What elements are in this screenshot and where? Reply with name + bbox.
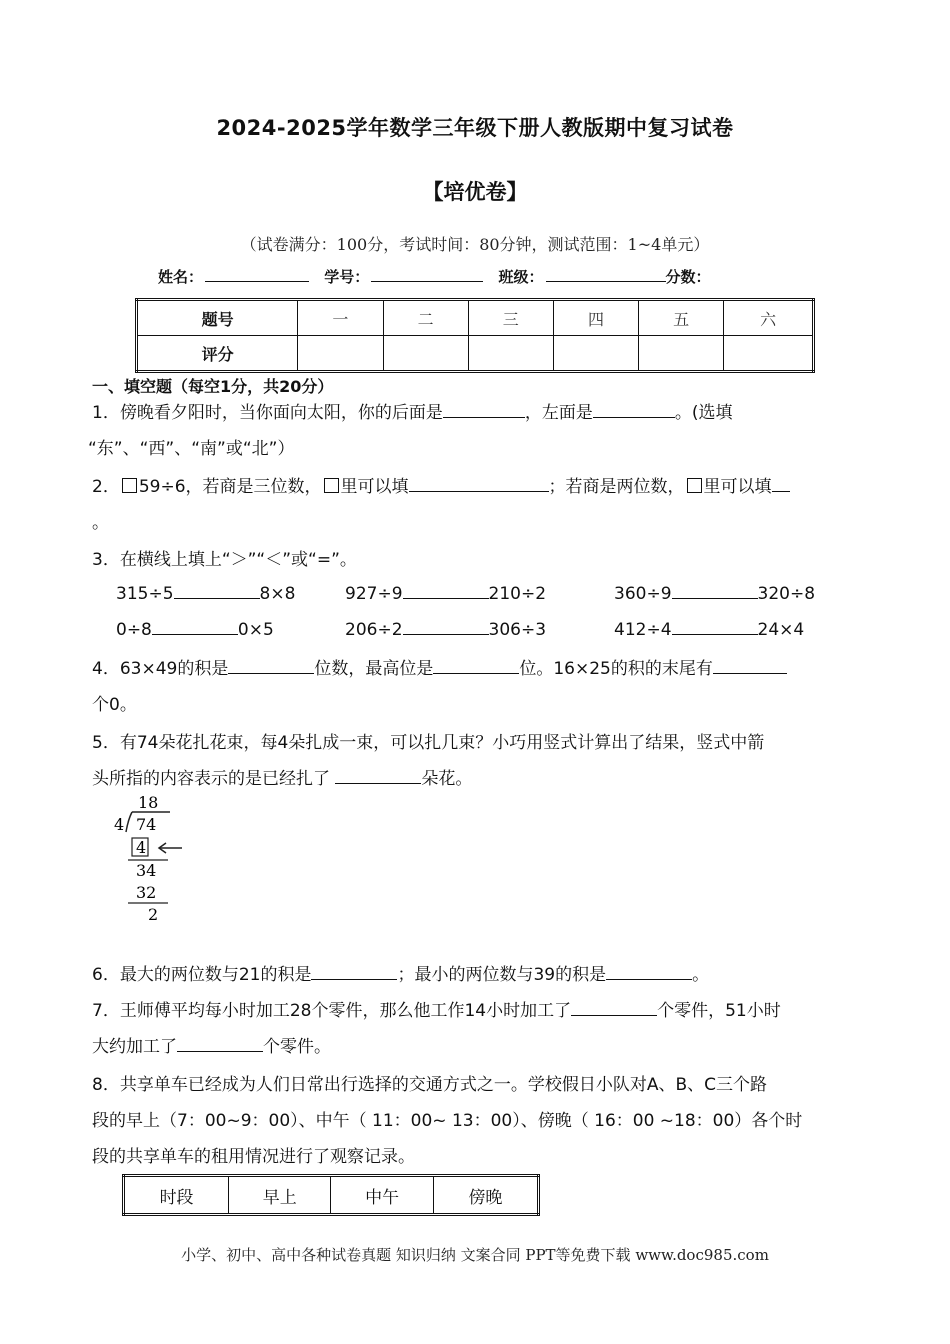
- q5-text: 朵花。: [421, 769, 473, 789]
- header-noon: 中午: [331, 1176, 433, 1215]
- q1-blank-1[interactable]: [443, 401, 525, 418]
- col-2: 二: [383, 300, 468, 336]
- q7-blank-1[interactable]: [571, 999, 657, 1016]
- header-period: 时段: [124, 1176, 229, 1215]
- q1-text: ，左面是: [524, 403, 593, 423]
- q3-item: [345, 618, 546, 640]
- exam-info: （试卷满分：100分，考试时间：80分钟，测试范围：1~4单元）: [240, 235, 710, 254]
- q1-text: 1．傍晚看夕阳时，当你面向太阳，你的后面是: [92, 403, 443, 423]
- q1-text: 。(选填: [674, 403, 733, 423]
- question-4: [92, 654, 787, 679]
- score-table-score-row: [137, 336, 814, 372]
- q7-text: 个零件。: [263, 1037, 331, 1057]
- q3-left: 360÷9: [614, 584, 672, 604]
- question-3-stem: 3．在横线上填上“＞”“＜”或“=”。: [92, 550, 357, 570]
- name-blank[interactable]: [205, 267, 309, 282]
- student-info-fields: [158, 266, 711, 287]
- q3-item: [116, 618, 274, 640]
- name-label: 姓名：: [158, 268, 204, 286]
- q3-right: 8×8: [259, 584, 296, 604]
- square-box-icon: [122, 478, 137, 493]
- question-8-line-1: 8．共享单车已经成为人们日常出行选择的交通方式之一。学校假日小队对A、B、C三个路: [92, 1075, 767, 1095]
- score-table-header-row: [137, 300, 814, 336]
- q6-blank-2[interactable]: [606, 963, 692, 980]
- q1-blank-2[interactable]: [593, 401, 675, 418]
- q2-blank-1[interactable]: [409, 475, 549, 492]
- q3-left: 315÷5: [116, 584, 174, 604]
- header-evening: 傍晚: [433, 1176, 538, 1215]
- score-cell[interactable]: [724, 336, 814, 372]
- q4-blank-2[interactable]: [433, 657, 519, 674]
- q3-blank[interactable]: [174, 582, 260, 599]
- q3-item: [116, 582, 295, 604]
- division-remainder: 2: [148, 905, 159, 924]
- q3-right: 24×4: [757, 620, 805, 640]
- score-cell[interactable]: [468, 336, 553, 372]
- q2-text: 里可以填: [703, 477, 772, 497]
- col-5: 五: [639, 300, 724, 336]
- q3-blank[interactable]: [152, 618, 238, 635]
- q2-text: ；若商是两位数，: [548, 477, 685, 497]
- footer: 小学、初中、高中各种试卷真题 知识归纳 文案合同 PPT等免费下载 www.doc985.com: [181, 1246, 769, 1264]
- q7-text: 大约加工了: [92, 1037, 177, 1057]
- q3-right: 210÷2: [488, 584, 547, 604]
- long-division-figure: [108, 788, 188, 928]
- q2-end: 。: [92, 513, 109, 533]
- score-row-label: 评分: [137, 336, 298, 372]
- rental-table-header-row: [124, 1176, 539, 1215]
- id-blank[interactable]: [371, 267, 483, 282]
- q4-blank-1[interactable]: [228, 657, 314, 674]
- q3-right: 306÷3: [488, 620, 547, 640]
- q3-item: [614, 618, 804, 640]
- q2-text: 59÷6，若商是三位数，: [138, 477, 322, 497]
- score-cell[interactable]: [553, 336, 638, 372]
- division-dividend: 74: [136, 815, 157, 834]
- q4-text: 位数，最高位是: [314, 659, 434, 679]
- square-box-icon: [324, 478, 339, 493]
- score-label: 分数：: [665, 268, 711, 286]
- division-step-3: 32: [136, 883, 157, 902]
- col-3: 三: [468, 300, 553, 336]
- q4-end: 个0。: [92, 695, 137, 715]
- question-number-label: 题号: [137, 300, 298, 336]
- q6-text: 。: [692, 965, 710, 985]
- q3-right: 320÷8: [757, 584, 816, 604]
- question-5-line-2: [92, 764, 472, 789]
- q5-text: 头所指的内容表示的是已经扎了: [92, 769, 330, 789]
- q3-right: 0×5: [237, 620, 274, 640]
- q3-item: [614, 582, 815, 604]
- q3-blank[interactable]: [672, 618, 758, 635]
- rental-table: [122, 1174, 540, 1216]
- question-2: [92, 472, 790, 497]
- q2-blank-2[interactable]: [772, 475, 790, 492]
- section-1-heading: 一、填空题（每空1分，共20分）: [92, 377, 334, 396]
- q4-blank-3[interactable]: [713, 657, 787, 674]
- square-box-icon: [687, 478, 702, 493]
- q3-left: 412÷4: [614, 620, 672, 640]
- q6-blank-1[interactable]: [311, 963, 397, 980]
- division-quotient: 18: [138, 793, 159, 812]
- q6-text: 6．最大的两位数与21的积是: [92, 965, 312, 985]
- division-step-2: 34: [136, 861, 157, 880]
- q3-blank[interactable]: [403, 618, 489, 635]
- score-table: [135, 298, 815, 373]
- q2-text: 里可以填: [340, 477, 409, 497]
- question-8-line-3: 段的共享单车的租用情况进行了观察记录。: [92, 1147, 415, 1167]
- q4-text: 位。16×25的积的末尾有: [519, 659, 713, 679]
- q3-blank[interactable]: [672, 582, 758, 599]
- id-label: 学号：: [324, 268, 370, 286]
- header-morning: 早上: [229, 1176, 331, 1215]
- division-bracket: [126, 812, 132, 832]
- question-6: [92, 960, 709, 985]
- q2-text: 2．: [92, 477, 120, 497]
- col-1: 一: [298, 300, 383, 336]
- question-7-line-2: [92, 1032, 331, 1057]
- q5-blank[interactable]: [335, 767, 421, 784]
- class-blank[interactable]: [546, 267, 666, 282]
- division-step-1: 4: [136, 838, 147, 857]
- score-cell[interactable]: [298, 336, 383, 372]
- question-5-line-1: 5．有74朵花扎花束，每4朵扎成一束，可以扎几束？小巧用竖式计算出了结果，竖式中箭: [92, 733, 765, 753]
- q6-text: ；最小的两位数与39的积是: [397, 965, 607, 985]
- question-8-line-2: 段的早上（7：00~9：00）、中午（ 11：00~ 13：00）、傍晚（ 16：00 ~18：00）各个时: [92, 1111, 803, 1131]
- page-title: 2024-2025学年数学三年级下册人教版期中复习试卷: [216, 116, 734, 140]
- q3-item: [345, 582, 546, 604]
- q3-blank[interactable]: [403, 582, 489, 599]
- col-6: 六: [724, 300, 814, 336]
- class-label: 班级：: [498, 268, 544, 286]
- q7-text: 个零件，51小时: [657, 1001, 781, 1021]
- q1-options: “东”、“西”、“南”或“北”）: [88, 439, 295, 459]
- q7-text: 7．王师傅平均每小时加工28个零件，那么他工作14小时加工了: [92, 1001, 572, 1021]
- page-subtitle: 【培优卷】: [422, 180, 528, 204]
- score-cell[interactable]: [639, 336, 724, 372]
- q3-left: 206÷2: [345, 620, 403, 640]
- score-cell[interactable]: [383, 336, 468, 372]
- q7-blank-2[interactable]: [177, 1035, 263, 1052]
- q3-left: 927÷9: [345, 584, 403, 604]
- division-divisor: 4: [114, 815, 125, 834]
- q3-left: 0÷8: [116, 620, 152, 640]
- question-7-line-1: [92, 996, 781, 1021]
- col-4: 四: [553, 300, 638, 336]
- question-1: [92, 398, 732, 423]
- q4-text: 4．63×49的积是: [92, 659, 229, 679]
